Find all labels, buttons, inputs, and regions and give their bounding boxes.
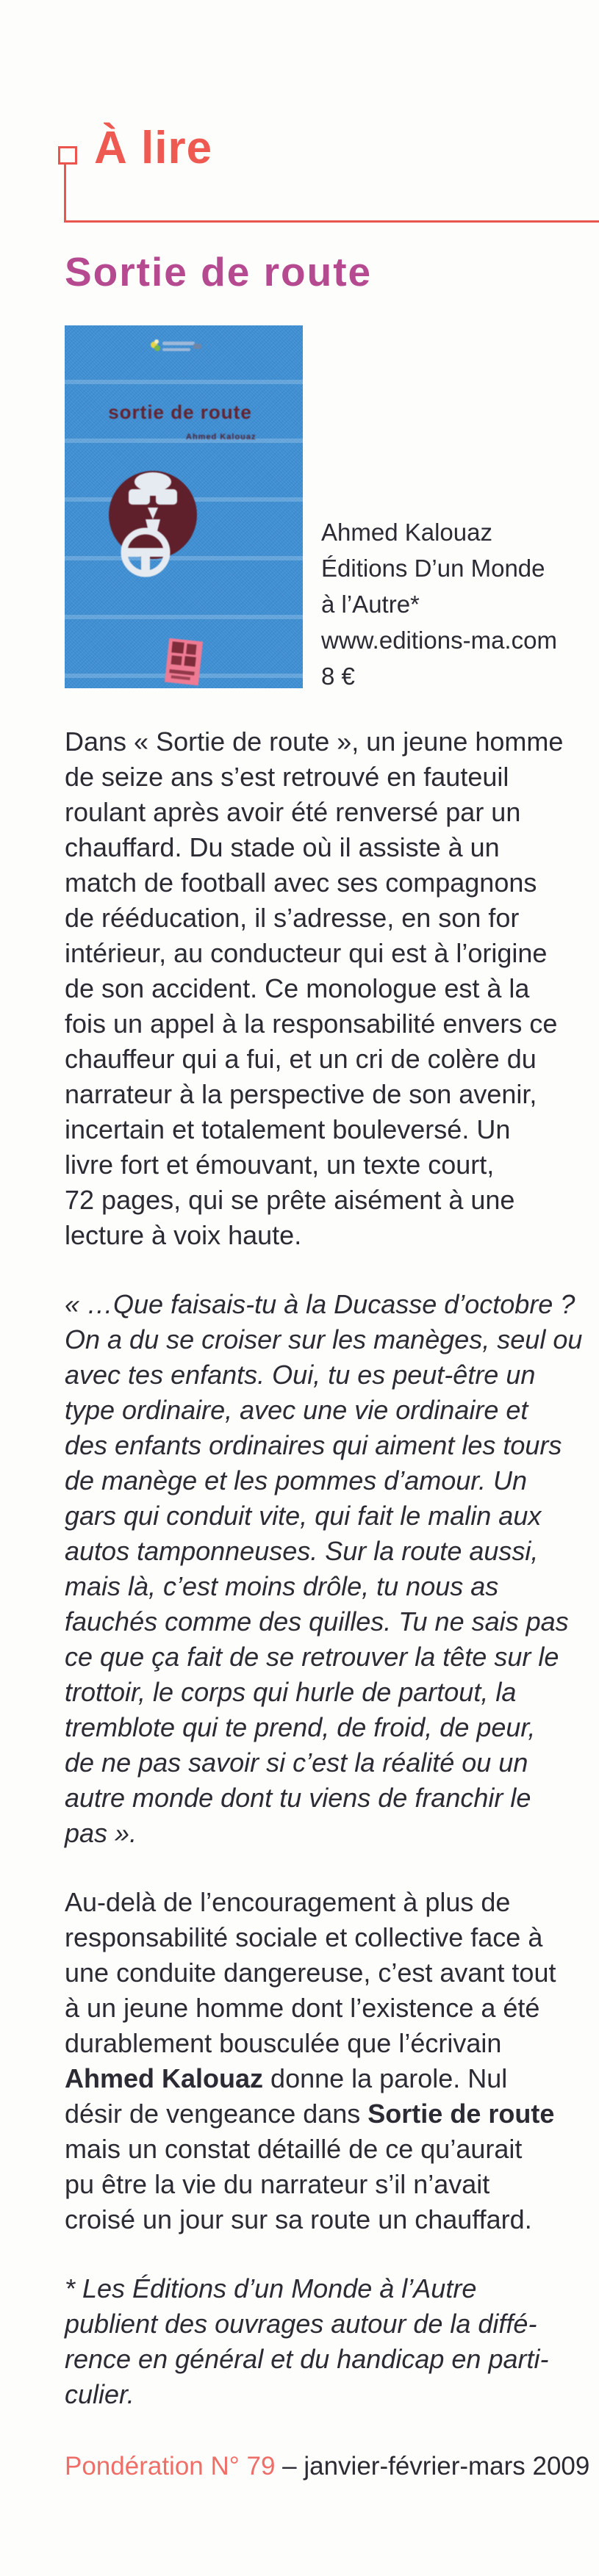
book-cover-image [65, 325, 303, 688]
text-line: fois un appel à la responsabilité envers ce [65, 1009, 558, 1039]
text-line: pas ». [65, 1818, 137, 1848]
text-line: match de football avec ses compagnons [65, 867, 537, 898]
text-line: intérieur, au conducteur qui est à l’origine [65, 938, 548, 968]
text-line: de son accident. Ce monologue est à la [65, 973, 530, 1003]
text-line: chauffard. Du stade où il assiste à un [65, 832, 500, 862]
text-line: une conduite dangereuse, c’est avant tout [65, 1958, 556, 1988]
text-line: publient des ouvrages autour de la diffé- [65, 2309, 537, 2339]
paragraph [65, 2271, 578, 2412]
text-line: à un jeune homme dont l’existence a été [65, 1993, 540, 2023]
book-price: 8 € [321, 663, 355, 690]
section-title: À lire [94, 123, 213, 173]
text-line: Dans « Sortie de route », un jeune homme [65, 726, 564, 757]
text-line: durablement bousculée que l’écrivain [65, 2028, 502, 2058]
text-line: Au-delà de l’encouragement à plus de [65, 1887, 511, 1917]
text-line: * Les Éditions d’un Monde à l’Autre [65, 2273, 477, 2303]
text-line: de manège et les pommes d’amour. Un [65, 1465, 527, 1496]
text-line: autos tamponneuses. Sur la route aussi, [65, 1536, 539, 1566]
book-publisher-line2: à l’Autre* [321, 591, 420, 618]
publisher-logo-icon [151, 340, 202, 353]
cover-title: sortie de route [108, 401, 252, 423]
book-publisher-line1: Éditions D’un Monde [321, 555, 545, 582]
text-line: roulant après avoir été renversé par un [65, 797, 521, 827]
publisher-stamp-icon [165, 638, 203, 685]
text-line: de rééducation, il s’adresse, en son for [65, 903, 520, 933]
text-line: fauchés comme des quilles. Tu ne sais pas [65, 1606, 569, 1637]
text-line: des enfants ordinaires qui aiment les tours [65, 1430, 562, 1460]
book-info-block [321, 514, 557, 694]
text-line: On a du se croiser sur les manèges, seul ou [65, 1324, 583, 1354]
footer-period: – janvier-février-mars 2009 [282, 2452, 590, 2481]
text-line: responsabilité sociale et collective face à [65, 1922, 543, 1952]
text-line: lecture à voix haute. [65, 1220, 302, 1250]
text-line: trottoir, le corps qui hurle de partout, la [65, 1677, 517, 1707]
paragraph [65, 1885, 578, 2237]
text-line: culier. [65, 2379, 134, 2409]
text-line: mais là, c’est moins drôle, tu nous as [65, 1571, 499, 1601]
text-line: autre monde dont tu viens de franchir le [65, 1783, 531, 1813]
paragraph [65, 724, 578, 1253]
text-line: croisé un jour sur sa route un chauffard. [65, 2204, 532, 2234]
footer-issue: Pondération N° 79 [65, 2452, 276, 2481]
driver-portrait-icon [107, 469, 199, 580]
text-line: incertain et totalement bouleversé. Un [65, 1114, 511, 1144]
text-line: chauffeur qui a fui, et un cri de colère du [65, 1044, 537, 1074]
text-line: livre fort et émouvant, un texte court, [65, 1150, 495, 1180]
section-divider-horizontal [64, 220, 599, 223]
text-line: rence en général et du handicap en parti- [65, 2344, 549, 2374]
text-line: tremblote qui te prend, de froid, de peur, [65, 1712, 536, 1742]
cover-author: Ahmed Kalouaz [186, 433, 257, 441]
page-footer [65, 2452, 589, 2481]
book-author: Ahmed Kalouaz [321, 519, 492, 546]
text-line: type ordinaire, avec une vie ordinaire et [65, 1395, 528, 1425]
text-line: mais un constat détaillé de ce qu’aurait [65, 2134, 523, 2164]
section-bullet-icon [58, 146, 77, 165]
text-line: Ahmed Kalouaz donne la parole. Nul [65, 2063, 508, 2093]
section-divider-vertical [64, 162, 66, 222]
text-line: désir de vengeance dans Sortie de route [65, 2099, 555, 2129]
text-line: de seize ans s’est retrouvé en fauteuil [65, 762, 509, 792]
text-line: gars qui conduit vite, qui fait le malin aux [65, 1501, 542, 1531]
article-title: Sortie de route [65, 249, 373, 295]
text-line: avec tes enfants. Oui, tu es peut-être un [65, 1360, 536, 1390]
text-line: narrateur à la perspective de son avenir, [65, 1079, 537, 1109]
text-line: ce que ça fait de se retrouver la tête sur le [65, 1642, 559, 1672]
text-line: pu être la vie du narrateur s’il n’avait [65, 2169, 490, 2199]
text-line: 72 pages, qui se prête aisément à une [65, 1185, 515, 1215]
text-line: « …Que faisais-tu à la Ducasse d’octobre ? [65, 1289, 575, 1319]
text-line: de ne pas savoir si c’est la réalité ou un [65, 1747, 528, 1778]
paragraph [65, 1287, 583, 1851]
book-website: www.editions-ma.com [321, 627, 557, 654]
article-body [65, 724, 583, 2446]
